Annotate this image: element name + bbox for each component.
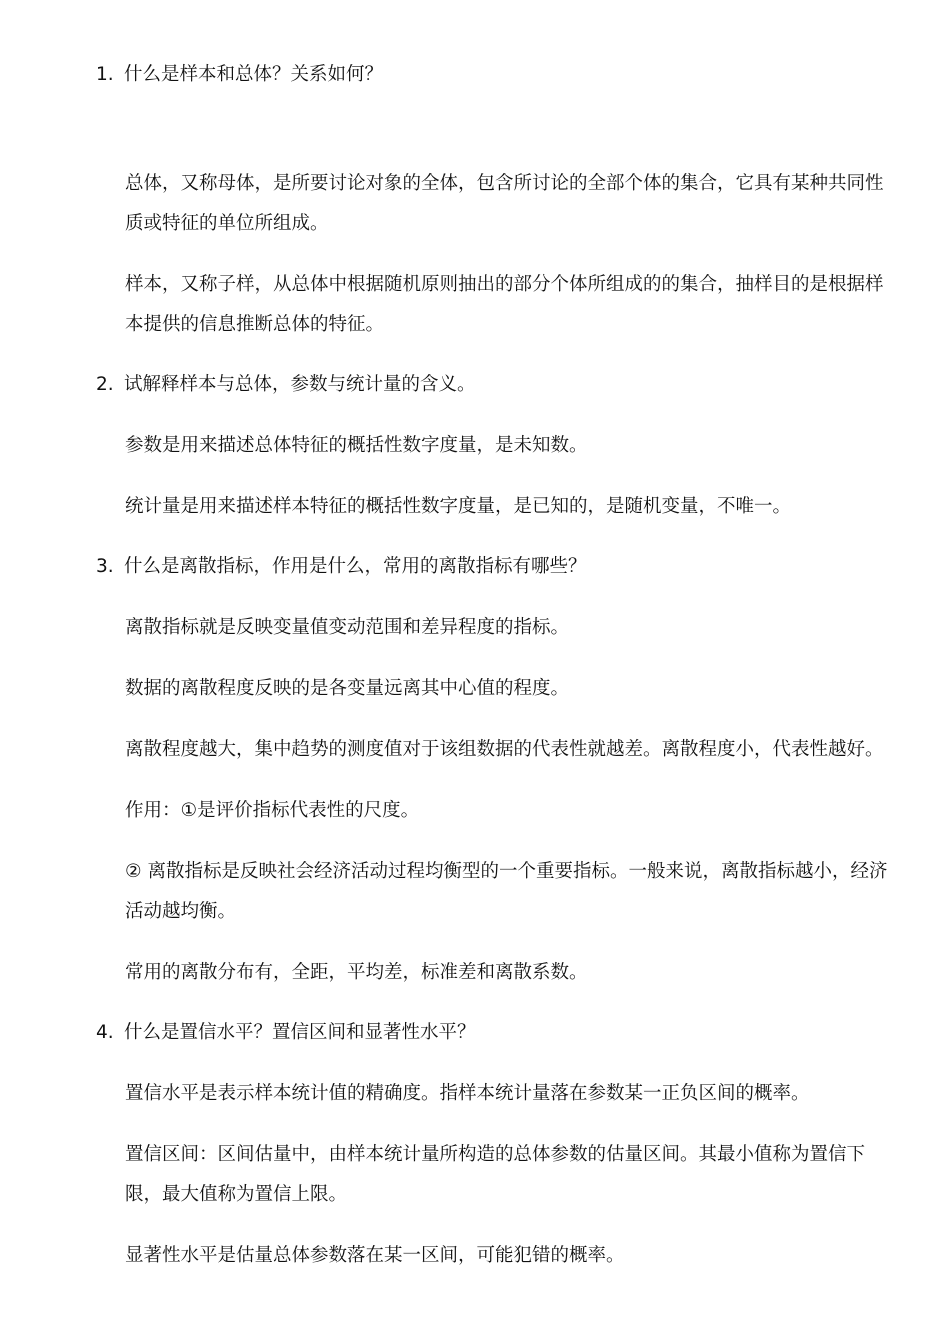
question-title: 什么是样本和总体？关系如何？: [124, 64, 384, 85]
answer-paragraph: 置信水平是表示样本统计值的精确度。指样本统计量落在参数某一正负区间的概率。: [125, 1083, 810, 1104]
question-3-heading: [96, 555, 587, 579]
question-number: 3.: [96, 556, 114, 577]
answer-paragraph: 离散指标就是反映变量值变动范围和差异程度的指标。: [125, 617, 570, 638]
answer-paragraph: 离散程度越大，集中趋势的测度值对于该组数据的代表性就越差。离散程度小，代表性越好。: [125, 739, 884, 760]
answer-paragraph: 参数是用来描述总体特征的概括性数字度量，是未知数。: [125, 435, 588, 456]
answer-paragraph: ② 离散指标是反映社会经济活动过程均衡型的一个重要指标。一般来说，离散指标越小，经济活动越均衡。: [125, 861, 888, 922]
question-title: 试解释样本与总体，参数与统计量的含义。: [124, 374, 476, 395]
answer-paragraph: 数据的离散程度反映的是各变量远离其中心值的程度。: [125, 678, 570, 699]
answer-paragraph: 总体，又称母体，是所要讨论对象的全体，包含所讨论的全部个体的集合，它具有某种共同性质或特征的单位所组成。: [125, 173, 884, 234]
answer-paragraph: 作用：①是评价指标代表性的尺度。: [125, 800, 420, 821]
answer-paragraph: 样本，又称子样，从总体中根据随机原则抽出的部分个体所组成的的集合，抽样目的是根据样本提供的信息推断总体的特征。: [125, 274, 884, 335]
question-1-heading: [96, 63, 383, 87]
answer-paragraph: 显著性水平是估量总体参数落在某一区间，可能犯错的概率。: [125, 1245, 625, 1266]
question-title: 什么是置信水平？置信区间和显著性水平？: [124, 1022, 476, 1043]
question-number: 4.: [96, 1022, 114, 1043]
answer-paragraph: 置信区间：区间估量中，由样本统计量所构造的总体参数的估量区间。其最小值称为置信下限，最大值称为置信上限。: [125, 1144, 866, 1205]
question-number: 2.: [96, 374, 114, 395]
answer-paragraph: 常用的离散分布有，全距，平均差，标准差和离散系数。: [125, 962, 588, 983]
question-title: 什么是离散指标，作用是什么，常用的离散指标有哪些？: [124, 556, 587, 577]
question-4-heading: [96, 1021, 476, 1045]
question-2-heading: [96, 373, 476, 397]
question-number: 1.: [96, 64, 114, 85]
answer-paragraph: 统计量是用来描述样本特征的概括性数字度量，是已知的，是随机变量，不唯一。: [125, 496, 792, 517]
